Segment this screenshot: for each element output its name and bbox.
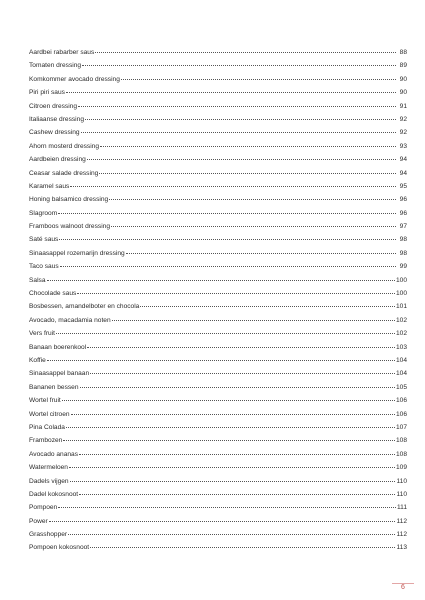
- toc-dot-leader: [79, 493, 395, 495]
- toc-entry-page-number: 107: [395, 423, 407, 431]
- toc-entry[interactable]: [29, 367, 407, 380]
- toc-entry-title: Aardbeien dressing: [29, 156, 86, 164]
- toc-entry-page-number: 104: [395, 356, 407, 364]
- toc-entry-title: Karamel saus: [29, 182, 70, 190]
- toc-entry-page-number: 102: [395, 330, 407, 338]
- toc-entry-page-number: 90: [399, 89, 407, 97]
- toc-entry[interactable]: [29, 140, 407, 153]
- toc-entry[interactable]: [29, 287, 407, 300]
- toc-dot-leader: [49, 520, 396, 522]
- toc-entry-page-number: 97: [399, 223, 407, 231]
- toc-entry-title: Taco saus: [29, 263, 59, 271]
- toc-entry[interactable]: [29, 167, 407, 180]
- toc-entry-page-number: 99: [399, 263, 407, 271]
- toc-entry-page-number: 109: [395, 464, 407, 472]
- toc-entry[interactable]: [29, 541, 407, 554]
- toc-entry[interactable]: [29, 59, 407, 72]
- toc-dot-leader: [47, 359, 395, 361]
- toc-dot-leader: [99, 172, 396, 174]
- toc-entry-title: Banaan boerenkool: [29, 343, 87, 351]
- toc-entry-title: Salsa: [29, 276, 46, 284]
- toc-entry-title: Saté saus: [29, 236, 59, 244]
- toc-dot-leader: [82, 64, 396, 66]
- toc-entry-page-number: 96: [399, 209, 407, 217]
- toc-entry[interactable]: [29, 46, 407, 59]
- toc-entry-page-number: 108: [395, 437, 407, 445]
- toc-entry-page-number: 96: [399, 196, 407, 204]
- table-of-contents: [29, 46, 407, 555]
- toc-entry-page-number: 94: [399, 156, 407, 164]
- toc-entry[interactable]: [29, 126, 407, 139]
- toc-dot-leader: [58, 212, 396, 214]
- toc-dot-leader: [90, 546, 395, 548]
- toc-dot-leader: [78, 105, 396, 107]
- toc-entry-title: Avocado ananas: [29, 450, 79, 458]
- toc-entry[interactable]: [29, 327, 407, 340]
- toc-entry-title: Watermeloen: [29, 464, 68, 472]
- toc-entry[interactable]: [29, 528, 407, 541]
- toc-entry[interactable]: [29, 448, 407, 461]
- toc-entry[interactable]: [29, 113, 407, 126]
- toc-dot-leader: [56, 332, 395, 334]
- toc-entry-page-number: 90: [399, 75, 407, 83]
- toc-dot-leader: [90, 372, 395, 374]
- toc-entry[interactable]: [29, 488, 407, 501]
- toc-entry[interactable]: [29, 434, 407, 447]
- toc-entry-title: Cashew dressing: [29, 129, 80, 137]
- toc-entry-title: Ahorn mosterd dressing: [29, 142, 100, 150]
- toc-entry-title: Pompoen: [29, 504, 58, 512]
- toc-entry-title: Italiaanse dressing: [29, 115, 84, 123]
- toc-entry-page-number: 100: [395, 276, 407, 284]
- toc-entry-page-number: 102: [395, 316, 407, 324]
- toc-entry-title: Aardbei rabarber saus: [29, 49, 95, 56]
- toc-entry-title: Dadel kokosnoot: [29, 490, 79, 498]
- toc-entry[interactable]: [29, 260, 407, 273]
- toc-entry-page-number: 111: [396, 504, 407, 512]
- toc-entry-page-number: 98: [399, 249, 407, 257]
- toc-entry-title: Pina Colada: [29, 423, 65, 431]
- toc-dot-leader: [100, 145, 396, 147]
- toc-entry-title: Dadels vijgen: [29, 477, 69, 485]
- toc-entry-title: Komkommer avocado dressing: [29, 75, 120, 83]
- toc-dot-leader: [63, 439, 395, 441]
- toc-entry-title: Sinaasappel banaan: [29, 370, 90, 378]
- toc-entry[interactable]: [29, 515, 407, 528]
- toc-entry-title: Grasshopper: [29, 531, 68, 539]
- toc-entry[interactable]: [29, 73, 407, 86]
- toc-entry[interactable]: [29, 86, 407, 99]
- toc-entry-page-number: 92: [399, 115, 407, 123]
- toc-dot-leader: [70, 185, 396, 187]
- toc-dot-leader: [111, 225, 396, 227]
- toc-dot-leader: [71, 413, 395, 415]
- toc-entry-page-number: 89: [399, 62, 407, 70]
- toc-entry-title: Wortel fruit: [29, 397, 61, 405]
- toc-entry[interactable]: [29, 475, 407, 488]
- toc-entry-page-number: 100: [395, 290, 407, 298]
- toc-entry[interactable]: [29, 354, 407, 367]
- toc-entry[interactable]: [29, 461, 407, 474]
- toc-entry-page-number: 98: [399, 236, 407, 244]
- toc-entry-title: Sinaasappel rozemarijn dressing: [29, 249, 125, 257]
- toc-entry-title: Framboos walnoot dressing: [29, 223, 110, 231]
- toc-entry-page-number: 110: [396, 477, 407, 485]
- toc-entry-title: Wortel citroen: [29, 410, 70, 418]
- toc-dot-leader: [126, 252, 396, 254]
- toc-entry-page-number: 113: [396, 544, 407, 552]
- toc-entry[interactable]: [29, 207, 407, 220]
- toc-entry-page-number: 104: [395, 370, 407, 378]
- toc-entry[interactable]: [29, 314, 407, 327]
- toc-entry-page-number: 94: [399, 169, 407, 177]
- toc-dot-leader: [70, 480, 396, 482]
- toc-dot-leader: [121, 78, 396, 80]
- toc-entry-page-number: 101: [395, 303, 407, 311]
- toc-entry-page-number: 93: [399, 142, 407, 150]
- toc-entry[interactable]: [29, 274, 407, 287]
- toc-entry-title: Pompoen kokosnoot: [29, 544, 90, 552]
- toc-entry-title: Power: [29, 517, 48, 525]
- toc-entry-page-number: 112: [396, 517, 407, 525]
- toc-entry[interactable]: [29, 394, 407, 407]
- toc-entry[interactable]: [29, 421, 407, 434]
- toc-entry-title: Honing balsamico dressing: [29, 196, 109, 204]
- toc-dot-leader: [60, 265, 396, 267]
- toc-dot-leader: [58, 506, 396, 508]
- toc-dot-leader: [109, 198, 396, 200]
- toc-entry[interactable]: [29, 180, 407, 193]
- toc-entry[interactable]: [29, 100, 407, 113]
- toc-entry-title: Citroen dressing: [29, 102, 78, 110]
- toc-entry[interactable]: [29, 220, 407, 233]
- toc-dot-leader: [69, 466, 395, 468]
- toc-dot-leader: [66, 91, 396, 93]
- toc-dot-leader: [68, 533, 395, 535]
- toc-entry[interactable]: [29, 247, 407, 260]
- toc-entry-page-number: 106: [395, 410, 407, 418]
- toc-dot-leader: [66, 426, 395, 428]
- toc-entry-page-number: 112: [396, 531, 407, 539]
- page-number: 6: [401, 584, 405, 591]
- toc-entry-title: Frambozen: [29, 437, 63, 445]
- toc-entry-page-number: 92: [399, 129, 407, 137]
- toc-entry[interactable]: [29, 153, 407, 166]
- toc-entry-page-number: 106: [395, 397, 407, 405]
- toc-entry[interactable]: [29, 408, 407, 421]
- toc-dot-leader: [85, 118, 396, 120]
- toc-entry-page-number: 91: [399, 102, 407, 110]
- toc-dot-leader: [95, 51, 396, 53]
- toc-entry-title: Koffie: [29, 356, 46, 364]
- toc-dot-leader: [62, 399, 395, 401]
- toc-dot-leader: [79, 453, 395, 455]
- toc-entry-page-number: 103: [395, 343, 407, 351]
- toc-dot-leader: [59, 238, 396, 240]
- toc-entry-page-number: 110: [396, 490, 407, 498]
- toc-entry[interactable]: [29, 381, 407, 394]
- toc-entry-page-number: 105: [395, 383, 407, 391]
- toc-dot-leader: [80, 386, 395, 388]
- toc-entry-title: Slagroom: [29, 209, 58, 217]
- toc-dot-leader: [87, 158, 396, 160]
- toc-entry-title: Bananen bessen: [29, 383, 79, 391]
- toc-entry-title: Chocolade saus: [29, 290, 77, 298]
- toc-entry-title: Ceasar salade dressing: [29, 169, 99, 177]
- toc-entry-title: Tomaten dressing: [29, 62, 82, 70]
- toc-dot-leader: [112, 319, 395, 321]
- toc-entry-title: Vers fruit: [29, 330, 56, 338]
- toc-entry-page-number: 95: [399, 182, 407, 190]
- toc-dot-leader: [87, 346, 395, 348]
- toc-dot-leader: [140, 305, 395, 307]
- toc-entry[interactable]: [29, 501, 407, 514]
- toc-entry[interactable]: [29, 341, 407, 354]
- toc-dot-leader: [81, 131, 396, 133]
- toc-entry[interactable]: [29, 193, 407, 206]
- toc-entry-page-number: 88: [399, 49, 407, 56]
- toc-entry-title: Avocado, macadamia noten: [29, 316, 111, 324]
- toc-entry-title: Piri piri saus: [29, 89, 65, 97]
- toc-entry[interactable]: [29, 233, 407, 246]
- toc-dot-leader: [77, 292, 395, 294]
- toc-entry[interactable]: [29, 300, 407, 313]
- toc-dot-leader: [47, 279, 395, 281]
- toc-entry-title: Bosbessen, amandelboter en chocola: [29, 303, 140, 311]
- toc-entry-page-number: 108: [395, 450, 407, 458]
